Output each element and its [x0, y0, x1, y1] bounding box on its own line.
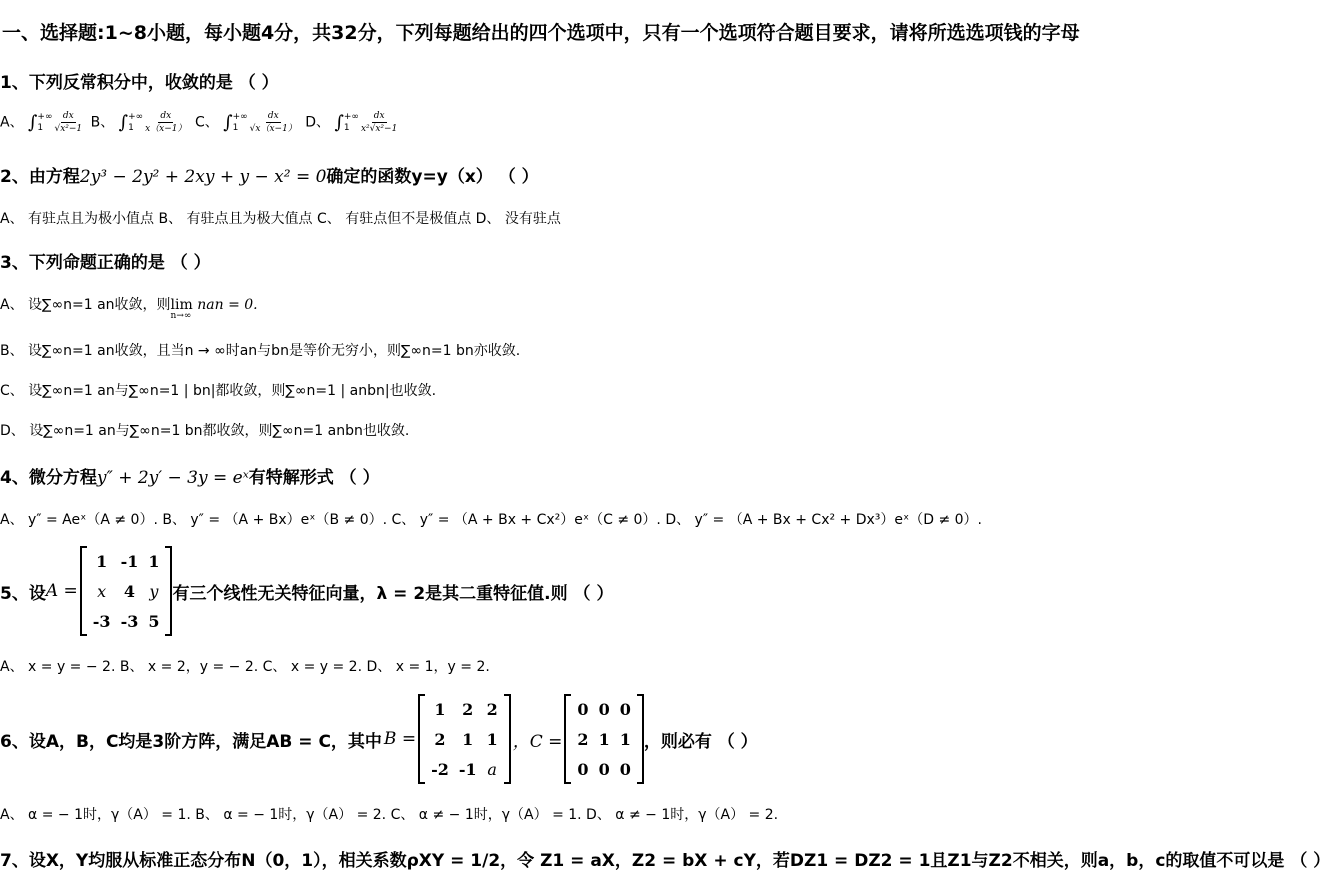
matrix-c [564, 694, 643, 784]
matrix-a-cell-1-0: x [97, 581, 107, 601]
matrix-b-cell-2-1: -1 [458, 759, 477, 779]
matrix-b-cell-0-0: 1 [434, 699, 446, 719]
integral-b: ∫ +∞ 1 $\frac{dx}{x(x-1)}$ [118, 111, 187, 134]
question-6-options: A、 α = − 1时，γ（A） = 1. B、 α = − 1时，γ（A） = 2. C、 α ≠ − 1时，γ（A） = 1. D、 α ≠ − 1时，γ（A） = 2. [0, 807, 779, 823]
matrix-c-cell-1-1: 1 [598, 729, 610, 749]
matrix-a-cell-2-2: 5 [148, 611, 160, 631]
question-1-options [0, 110, 401, 135]
option-c-label: C、 [194, 114, 219, 131]
matrix-c-cell-1-2: 1 [619, 729, 631, 749]
matrix-c-cell-0-0: 0 [577, 699, 589, 719]
question-4-equation: y″ + 2y′ − 3y = eˣ [96, 468, 249, 488]
matrix-a-cell-2-0: -3 [92, 611, 111, 631]
matrix-a-cell-1-2: y [149, 581, 159, 601]
matrix-a-cell-2-1: -3 [120, 611, 139, 631]
option-d-label: D、 [305, 114, 331, 131]
matrix-c-cell-0-2: 0 [619, 699, 631, 719]
integral-d: ∫ +∞ 1 $\frac{dx}{\text{x²√x²−1}}$ [334, 111, 398, 134]
question-7-stem: 7、设X，Y均服从标准正态分布N（0，1），相关系数ρXY = 1/2，令 Z1 = aX，Z2 = bX + cY，若DZ1 = DZ2 = 1且Z1与Z2不相关，则a，b，c的取值不可以是 （ ） [0, 851, 1331, 871]
matrix-b-cell-2-0: -2 [431, 759, 449, 779]
integral-a: ∫ +∞ 1 $\frac{dx}{\text{√x²−1}}$ [28, 111, 83, 134]
question-3-option-c: C、 设∑∞n=1 an与∑∞n=1 | bn|都收敛，则∑∞n=1 | anbn|也收敛. [0, 383, 437, 399]
matrix-b-cell-1-0: 2 [434, 729, 446, 749]
question-3-option-b: B、 设∑∞n=1 an收敛，且当n → ∞时an与bn是等价无穷小，则∑∞n=1 bn亦收敛. [0, 343, 521, 359]
integral-c: ∫ +∞ 1 $\frac{dx}{√x(x-1)}$ [223, 111, 297, 134]
matrix-a-cell-0-2: 1 [148, 551, 160, 571]
matrix-b-cell-1-1: 1 [462, 729, 474, 749]
question-1-stem: 1、下列反常积分中，收敛的是 （ ） [0, 73, 279, 93]
option-a-label: A、 [0, 114, 24, 131]
question-3-stem: 3、下列命题正确的是 （ ） [0, 253, 211, 273]
matrix-c-cell-1-0: 2 [577, 729, 589, 749]
matrix-b-cell-1-2: 1 [486, 729, 498, 749]
matrix-b-cell-0-1: 2 [462, 699, 474, 719]
matrix-b-cell-2-2: a [487, 759, 497, 779]
matrix-c-cell-0-1: 0 [598, 699, 610, 719]
question-3-option-a: A、 设∑∞n=1 an收敛，则lim n→∞ nan = 0. [0, 297, 258, 321]
matrix-a [80, 546, 173, 636]
matrix-a-cell-0-1: -1 [120, 551, 139, 571]
matrix-a-cell-1-1: 4 [123, 581, 136, 601]
question-4-stem: 4、微分方程y″ + 2y′ − 3y = eˣ有特解形式 （ ） [0, 468, 380, 488]
question-2-options: A、 有驻点且为极小值点 B、 有驻点且为极大值点 C、 有驻点但不是极值点 D、 没有驻点 [0, 211, 561, 227]
matrix-c-cell-2-0: 0 [577, 759, 589, 779]
matrix-c-cell-2-2: 0 [619, 759, 631, 779]
question-6-stem: 6、设A，B，C均是3阶方阵，满足AB = C，其中 B = 1 2 2 2 1 1 -2 -1 a ，C = 0 0 0 2 1 1 0 0 0 ，则必有 （ ） [0, 694, 758, 784]
matrix-b-cell-0-2: 2 [486, 699, 498, 719]
question-2-equation: 2y³ − 2y² + 2xy + y − x² = 0 [79, 167, 327, 187]
question-5-options: A、 x = y = − 2. B、 x = 2，y = − 2. C、 x = y = 2. D、 x = 1，y = 2. [0, 659, 490, 675]
option-b-label: B、 [90, 114, 115, 131]
question-4-options: A、 y″ = Aeˣ（A ≠ 0）. B、 y″ = （A + Bx）eˣ（B ≠ 0）. C、 y″ = （A + Bx + Cx²）eˣ（C ≠ 0）. D、 y″ = （A + Bx + Cx² + Dx³）eˣ（D ≠ 0）. [0, 512, 983, 528]
matrix-a-cell-0-0: 1 [96, 551, 108, 571]
question-3-option-d: D、 设∑∞n=1 an与∑∞n=1 bn都收敛，则∑∞n=1 anbn也收敛. [0, 423, 410, 439]
section-heading: 一、选择题:1~8小题，每小题4分，共32分，下列每题给出的四个选项中，只有一个选项符合题目要求，请将所选选项钱的字母 [2, 22, 1080, 44]
matrix-c-cell-2-1: 0 [598, 759, 610, 779]
question-2-stem: 2、由方程2y³ − 2y² + 2xy + y − x² = 0确定的函数y=y（x） （ ） [0, 167, 539, 187]
matrix-b [418, 694, 511, 784]
question-5-stem: 5、设 A = 1 -1 1 x 4 y -3 -3 5 有三个线性无关特征向量，λ = 2是其二重特征值.则 （ ） [0, 546, 613, 636]
